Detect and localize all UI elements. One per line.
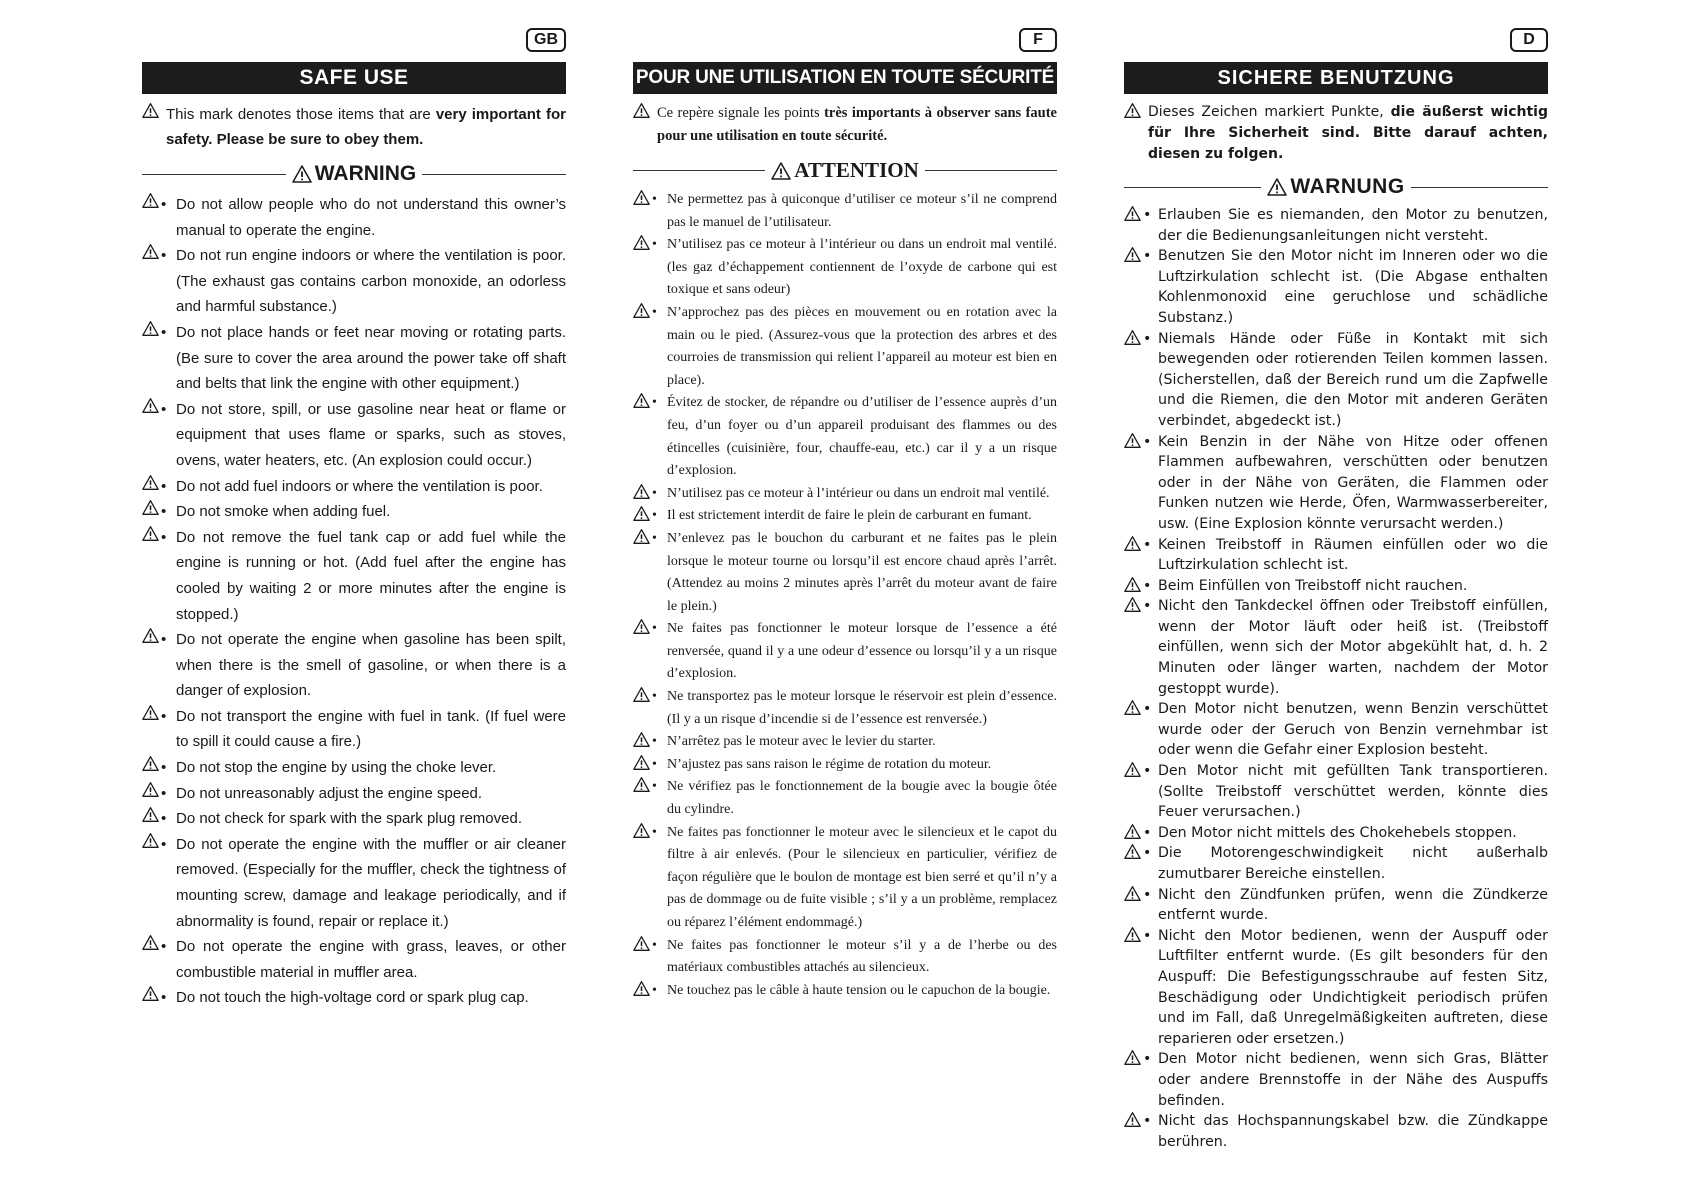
item-marker (633, 776, 667, 821)
warning-item (142, 320, 566, 397)
item-text: Ne faites pas fonctionner le moteur avec le silencieux et le capot du filtre à air enlevés. (Pour le silencieux en particulier, vérifiez de façon régulière que le boulon de montage est bien serré et qu’il n’y a pas de dommage ou de fuite visible ; s’il y a un problème, remplacez ou réparez l’élément endommagé.) (667, 824, 1057, 930)
item-text: Do not check for spark with the spark plug removed. (176, 810, 522, 828)
warning-triangle-icon (142, 781, 159, 798)
warning-triangle-icon (1124, 761, 1141, 778)
warning-triangle-icon (1124, 432, 1141, 449)
warning-triangle-icon (142, 755, 159, 772)
bullet: • (1143, 207, 1152, 223)
warning-item (1124, 596, 1548, 699)
bullet: • (1143, 1051, 1152, 1068)
item-marker (1124, 205, 1158, 246)
warning-triangle-icon (142, 934, 159, 951)
divider (422, 174, 566, 175)
item-text: Évitez de stocker, de répandre ou d’utiliser de l’essence auprès d’un feu, d’un foyer ou d’un appareil produisant des flammes ou des étincelles (cuisinière, four, chauffe-eau, etc.) car il y a un risque d’explosion. (667, 395, 1057, 479)
item-marker (1124, 823, 1158, 844)
bullet: • (161, 323, 167, 341)
warning-triangle-icon (633, 528, 650, 545)
item-text: Ne permettez pas à quiconque d’utiliser ce moteur s’il ne comprend pas le manuel de l’utilisateur. (667, 192, 1057, 230)
warning-item (142, 474, 566, 500)
warning-triangle-icon (142, 627, 159, 644)
warning-item (1124, 843, 1548, 884)
warning-triangle-icon (633, 686, 650, 703)
item-marker (633, 392, 667, 482)
bullet: • (1143, 824, 1152, 841)
warning-item (1124, 761, 1548, 823)
warning-triangle-icon (142, 525, 159, 542)
item-marker (1124, 926, 1158, 1050)
bullet: • (161, 938, 167, 956)
divider (142, 174, 286, 175)
item-text: N’ajustez pas sans raison le régime de rotation du moteur. (667, 756, 992, 772)
item-marker (1124, 885, 1158, 926)
bullet: • (652, 734, 657, 750)
warning-item (142, 627, 566, 704)
warning-triangle-icon (142, 102, 166, 152)
bullet: • (652, 756, 657, 772)
warning-list (142, 192, 566, 1011)
language-badge: F (1019, 28, 1057, 52)
column-french (633, 28, 1057, 1002)
warning-triangle-icon (142, 474, 159, 491)
bullet: • (1143, 927, 1152, 944)
item-text: Do not add fuel indoors or where the ventilation is poor. (176, 477, 543, 495)
item-text: Beim Einfüllen von Treibstoff nicht rauchen. (1158, 577, 1468, 594)
intro-text: Dieses Zeichen markiert Punkte, (1148, 104, 1391, 120)
warning-triangle-icon (142, 499, 159, 516)
intro-emphasis: very important for safety. Please be sure to obey them. (166, 106, 567, 148)
bullet: • (652, 304, 657, 320)
warning-item (142, 192, 566, 243)
bullet: • (1143, 330, 1152, 347)
warning-triangle-icon (633, 102, 657, 148)
item-marker (633, 935, 667, 980)
warning-item (1124, 246, 1548, 328)
warning-triangle-icon (633, 731, 650, 748)
bullet: • (652, 508, 657, 524)
warning-item (1124, 329, 1548, 432)
bullet: • (1143, 433, 1152, 450)
item-marker (142, 806, 176, 832)
warning-triangle-icon (142, 243, 159, 260)
warning-triangle-icon (633, 618, 650, 635)
bullet: • (652, 192, 657, 207)
item-marker (1124, 246, 1158, 328)
intro-emphasis: très importants à observer sans faute pour une utilisation en toute sécurité. (657, 105, 1057, 144)
item-text: N’utilisez pas ce moteur à l’intérieur ou dans un endroit mal ventilé. (les gaz d’échappement contiennent de l’oxyde de carbone qui est toxique et sans odeur) (667, 237, 1057, 298)
bullet: • (161, 247, 167, 265)
item-marker (142, 627, 176, 704)
warning-item (633, 618, 1057, 686)
section-title: POUR UNE UTILISATION EN TOUTE SÉCURITÉ (633, 62, 1057, 94)
warning-item (1124, 885, 1548, 926)
item-text: Do not unreasonably adjust the engine speed. (176, 784, 483, 802)
item-text: Den Motor nicht mittels des Chokehebels stoppen. (1158, 824, 1517, 841)
divider (925, 170, 1057, 171)
item-marker (633, 731, 667, 754)
item-text: Do not store, spill, or use gasoline near heat or flame or equipment that uses flame or sparks, such as stoves, ovens, water heaters, etc. (An explosion could occur.) (176, 400, 566, 469)
item-marker (1124, 1049, 1158, 1111)
warning-triangle-icon (633, 189, 650, 206)
item-text: Ne faites pas fonctionner le moteur lorsque de l’essence a été renversée, quand il y a une odeur d’essence ou lorsqu’il y a un risque d’explosion. (667, 621, 1057, 682)
attention-heading (633, 158, 1057, 183)
bullet: • (161, 810, 167, 828)
warning-triangle-icon (1124, 843, 1141, 860)
bullet: • (161, 989, 167, 1007)
warning-triangle-icon (1124, 205, 1141, 222)
warning-triangle-icon (142, 320, 159, 337)
bullet: • (1143, 763, 1152, 780)
warning-triangle-icon (1124, 329, 1141, 346)
bullet: • (161, 196, 167, 213)
item-marker (142, 243, 176, 320)
warning-heading (142, 162, 566, 186)
item-text: Nicht den Motor bedienen, wenn der Auspuff oder Luftfilter entfernt wurde. (Es gilt besonders für den Auspuff: Die Befestigungsschraube auf festen Sitz, Beschädigung oder Undichtigkeit periodisch prüfen und im Fall, daß Unregelmäßigkeiten auftreten, diese reparieren oder ersetzen.) (1158, 927, 1548, 1047)
warning-item (142, 499, 566, 525)
warning-item (1124, 205, 1548, 246)
warning-triangle-icon (1124, 823, 1141, 840)
item-marker (142, 755, 176, 781)
warning-triangle-icon (771, 161, 791, 181)
item-marker (633, 189, 667, 234)
warning-triangle-icon (633, 776, 650, 793)
item-text: Do not smoke when adding fuel. (176, 503, 391, 521)
item-marker (1124, 329, 1158, 432)
warning-item (633, 302, 1057, 392)
item-text: Il est strictement interdit de faire le plein de carburant en fumant. (667, 508, 1032, 524)
warning-triangle-icon (1124, 535, 1141, 552)
bullet: • (652, 779, 657, 795)
warning-item (1124, 1111, 1548, 1152)
warning-item (142, 985, 566, 1011)
warning-triangle-icon (142, 806, 159, 823)
item-text: Ne faites pas fonctionner le moteur s’il y a de l’herbe ou des matériaux combustibles attachés au silencieux. (667, 937, 1057, 976)
warning-item (633, 505, 1057, 528)
item-text: Do not operate the engine with grass, leaves, or other combustible material in muffler area. (176, 938, 566, 981)
warning-triangle-icon (1124, 885, 1141, 902)
intro-emphasis: die äußerst wichtig für Ihre Sicherheit sind. Bitte darauf achten, diesen zu folgen. (1148, 104, 1549, 162)
warning-item (142, 781, 566, 807)
item-marker (142, 985, 176, 1011)
item-marker (142, 320, 176, 397)
bullet: • (1143, 248, 1152, 265)
bullet: • (1143, 1113, 1152, 1130)
item-text: Do not stop the engine by using the choke lever. (176, 759, 497, 777)
warning-item (1124, 576, 1548, 597)
warning-item (633, 234, 1057, 302)
warning-item (633, 822, 1057, 935)
warning-item (142, 755, 566, 781)
item-text: Ne touchez pas le câble à haute tension ou le capuchon de la bougie. (667, 982, 1051, 998)
section-title: SAFE USE (142, 62, 566, 94)
bullet: • (161, 477, 167, 495)
warning-item (1124, 823, 1548, 844)
item-marker (633, 505, 667, 528)
column-english (142, 28, 566, 1011)
warning-triangle-icon (1124, 699, 1141, 716)
warning-item (1124, 1049, 1548, 1111)
warning-item (142, 806, 566, 832)
warning-item (633, 483, 1057, 506)
divider (1411, 187, 1548, 188)
divider (633, 170, 765, 171)
warning-item (1124, 926, 1548, 1050)
warning-triangle-icon (1267, 177, 1287, 197)
warning-item (142, 934, 566, 985)
bullet: • (161, 784, 167, 802)
item-text: N’arrêtez pas le moteur avec le levier du starter. (667, 734, 936, 750)
bullet: • (1143, 701, 1152, 718)
item-text: Kein Benzin in der Nähe von Hitze oder offenen Flammen aufbewahren, verschütten oder benutzen oder in der Nähe von Geräten, die Flammen oder Funken nutzen wie Herde, Öfen, Warmwasserbereiter, usw. (Eine Explosion könnte verursacht werden.) (1158, 433, 1548, 532)
bullet: • (161, 503, 167, 521)
item-marker (633, 234, 667, 302)
bullet: • (161, 835, 167, 853)
item-marker (142, 934, 176, 985)
item-text: Do not touch the high-voltage cord or spark plug cap. (176, 989, 529, 1007)
warning-triangle-icon (633, 234, 650, 251)
warnung-heading (1124, 175, 1548, 199)
warning-item (142, 525, 566, 627)
warning-triangle-icon (633, 980, 650, 997)
item-marker (142, 397, 176, 474)
item-text: Benutzen Sie den Motor nicht im Inneren oder wo die Luftzirkulation schlecht ist. (Die Abgase enthalten Kohlenmonoxid eine geruchlose und schädliche Substanz.) (1158, 248, 1548, 326)
item-text: Do not remove the fuel tank cap or add fuel while the engine is running or hot. (Add fuel after the engine has cooled by waiting 2 or more minutes after the engine is stopped.) (176, 528, 566, 623)
bullet: • (161, 707, 167, 725)
heading-label: ATTENTION (794, 158, 919, 182)
item-marker (142, 192, 176, 243)
item-text: Do not allow people who do not understand this owner’s manual to operate the engine. (176, 196, 566, 239)
item-text: Nicht das Hochspannungskabel bzw. die Zündkappe berühren. (1158, 1113, 1548, 1150)
warning-triangle-icon (1124, 1111, 1141, 1128)
warning-item (633, 935, 1057, 980)
item-text: Den Motor nicht benutzen, wenn Benzin verschüttet wurde oder der Geruch von Benzin vernehmbar ist oder wenn die Gefahr einer Explosion besteht. (1158, 701, 1548, 759)
warning-triangle-icon (633, 822, 650, 839)
item-text: Do not run engine indoors or where the ventilation is poor. (The exhaust gas contains carbon monoxide, an odorless and harmful substance.) (176, 247, 566, 316)
warning-item (142, 397, 566, 474)
warning-item (633, 980, 1057, 1003)
heading-label: WARNUNG (1290, 175, 1405, 198)
bullet: • (161, 528, 167, 546)
item-marker (633, 686, 667, 731)
warning-item (633, 392, 1057, 482)
language-badge: GB (526, 28, 566, 52)
warning-triangle-icon (1124, 576, 1141, 593)
warning-triangle-icon (633, 483, 650, 500)
bullet: • (1143, 598, 1152, 615)
warning-triangle-icon (1124, 102, 1148, 165)
warning-triangle-icon (142, 832, 159, 849)
warning-triangle-icon (142, 704, 159, 721)
warning-triangle-icon (1124, 926, 1141, 943)
item-marker (1124, 432, 1158, 535)
item-text: N’utilisez pas ce moteur à l’intérieur ou dans un endroit mal ventilé. (667, 485, 1050, 501)
bullet: • (652, 689, 657, 705)
item-marker (142, 474, 176, 500)
bullet: • (1143, 886, 1152, 903)
warning-item (1124, 699, 1548, 761)
intro-note (142, 102, 566, 152)
bullet: • (652, 982, 657, 998)
intro-text: Ce repère signale les points (657, 105, 825, 121)
heading-label: WARNING (314, 162, 417, 185)
column-german (1124, 28, 1548, 1152)
warning-triangle-icon (142, 397, 159, 414)
warning-item (633, 776, 1057, 821)
item-text: Do not operate the engine with the muffler or air cleaner removed. (Especially for the muffler, check the tightness of mounting screw, damage and leakage periodically, and if abnormality is found, repair or replace it.) (176, 835, 566, 930)
warning-triangle-icon (633, 392, 650, 409)
warning-item (142, 832, 566, 934)
intro-text: This mark denotes those items that are (166, 106, 436, 123)
bullet: • (161, 631, 167, 649)
item-text: Die Motorengeschwindigkeit nicht außerhalb zumutbarer Bereiche einstellen. (1158, 845, 1548, 882)
item-marker (633, 302, 667, 392)
bullet: • (1143, 845, 1152, 862)
warning-triangle-icon (1124, 246, 1141, 263)
warning-item (142, 243, 566, 320)
warning-triangle-icon (633, 935, 650, 952)
item-marker (1124, 576, 1158, 597)
item-marker (142, 704, 176, 755)
item-text: Nicht den Tankdeckel öffnen oder Treibstoff einfüllen, wenn der Motor läuft oder heiß ist. (Treibstoff einfüllen, wenn sich der Motor abgekühlt hat, d. h. 2 Minuten oder länger warten, nachdem der Motor gestoppt wurde). (1158, 598, 1548, 697)
bullet: • (1143, 536, 1152, 553)
warning-item (1124, 535, 1548, 576)
warning-item (633, 686, 1057, 731)
item-marker (1124, 761, 1158, 823)
item-text: Do not place hands or feet near moving or rotating parts. (Be sure to cover the area around the power take off shaft and belts that link the engine with other equipment.) (176, 323, 566, 393)
item-text: Do not transport the engine with fuel in tank. (If fuel were to spill it could cause a fire.) (176, 707, 566, 751)
intro-note (633, 102, 1057, 148)
item-marker (633, 528, 667, 618)
warning-item (633, 754, 1057, 777)
item-text: N’enlevez pas le bouchon du carburant et ne faites pas le plein lorsque le moteur tourne ou lorsqu’il est encore chaud après l’arrêt. (Attendez au moins 2 minutes après l’arrêt du moteur avant de faire le plein.) (667, 530, 1057, 614)
warning-list (1124, 205, 1548, 1152)
item-text: Den Motor nicht bedienen, wenn sich Gras, Blätter oder andere Brennstoffe in der Nähe des Auspuffs befinden. (1158, 1051, 1548, 1109)
warning-triangle-icon (1124, 1049, 1141, 1066)
warning-item (633, 189, 1057, 234)
warning-item (633, 528, 1057, 618)
warning-item (1124, 432, 1548, 535)
bullet: • (652, 824, 657, 840)
item-text: Ne transportez pas le moteur lorsque le réservoir est plein d’essence. (Il y a un risque d’incendie si de l’essence est renversée.) (667, 689, 1057, 727)
warning-triangle-icon (633, 505, 650, 522)
item-marker (633, 754, 667, 777)
intro-note (1124, 102, 1548, 165)
warning-triangle-icon (1124, 596, 1141, 613)
item-marker (633, 483, 667, 506)
warning-item (142, 704, 566, 755)
bullet: • (161, 400, 167, 418)
bullet: • (652, 621, 657, 637)
warning-triangle-icon (292, 164, 312, 184)
item-marker (1124, 535, 1158, 576)
bullet: • (652, 485, 657, 501)
item-text: N’approchez pas des pièces en mouvement ou en rotation avec la main ou le pied. (Assurez-vous que la protection des arbres et des courroies de transmission qui relient l’appareil au moteur est bien en place). (667, 304, 1057, 388)
warning-triangle-icon (142, 192, 159, 209)
bullet: • (652, 237, 657, 253)
warning-triangle-icon (633, 754, 650, 771)
item-marker (142, 832, 176, 934)
bullet: • (1143, 577, 1152, 594)
bullet: • (652, 395, 657, 411)
item-text: Nicht den Zündfunken prüfen, wenn die Zündkerze entfernt wurde. (1158, 886, 1548, 924)
item-text: Niemals Hände oder Füße in Kontakt mit sich bewegenden oder rotierenden Teilen kommen lassen. (Sicherstellen, daß der Bereich rund um die Zapfwelle und die Riemen, die den Motor mit anderen Geräten verbindet, abgedeckt ist.) (1158, 330, 1548, 429)
item-marker (142, 499, 176, 525)
divider (1124, 187, 1261, 188)
bullet: • (161, 759, 167, 777)
item-marker (1124, 843, 1158, 884)
item-marker (1124, 699, 1158, 761)
item-text: Do not operate the engine when gasoline has been spilt, when there is the smell of gasoline, or when there is a danger of explosion. (176, 631, 566, 700)
item-marker (633, 822, 667, 935)
item-marker (1124, 596, 1158, 699)
warning-triangle-icon (142, 985, 159, 1002)
item-marker (633, 618, 667, 686)
warning-triangle-icon (633, 302, 650, 319)
item-marker (142, 525, 176, 627)
bullet: • (652, 937, 657, 953)
warning-list (633, 189, 1057, 1002)
item-text: Erlauben Sie es niemanden, den Motor zu benutzen, der die Bedienungsanleitungen nicht versteht. (1158, 207, 1548, 244)
bullet: • (652, 530, 657, 546)
item-marker (142, 781, 176, 807)
language-badge: D (1510, 28, 1548, 52)
item-marker (1124, 1111, 1158, 1152)
item-text: Ne vérifiez pas le fonctionnement de la bougie avec la bougie ôtée du cylindre. (667, 779, 1057, 818)
item-marker (633, 980, 667, 1003)
warning-item (633, 731, 1057, 754)
item-text: Keinen Treibstoff in Räumen einfüllen oder wo die Luftzirkulation schlecht ist. (1158, 536, 1548, 574)
section-title: SICHERE BENUTZUNG (1124, 62, 1548, 94)
item-text: Den Motor nicht mit gefüllten Tank transportieren. (Sollte Treibstoff verschüttet werden, könnte dies Feuer verursachen.) (1158, 763, 1548, 821)
